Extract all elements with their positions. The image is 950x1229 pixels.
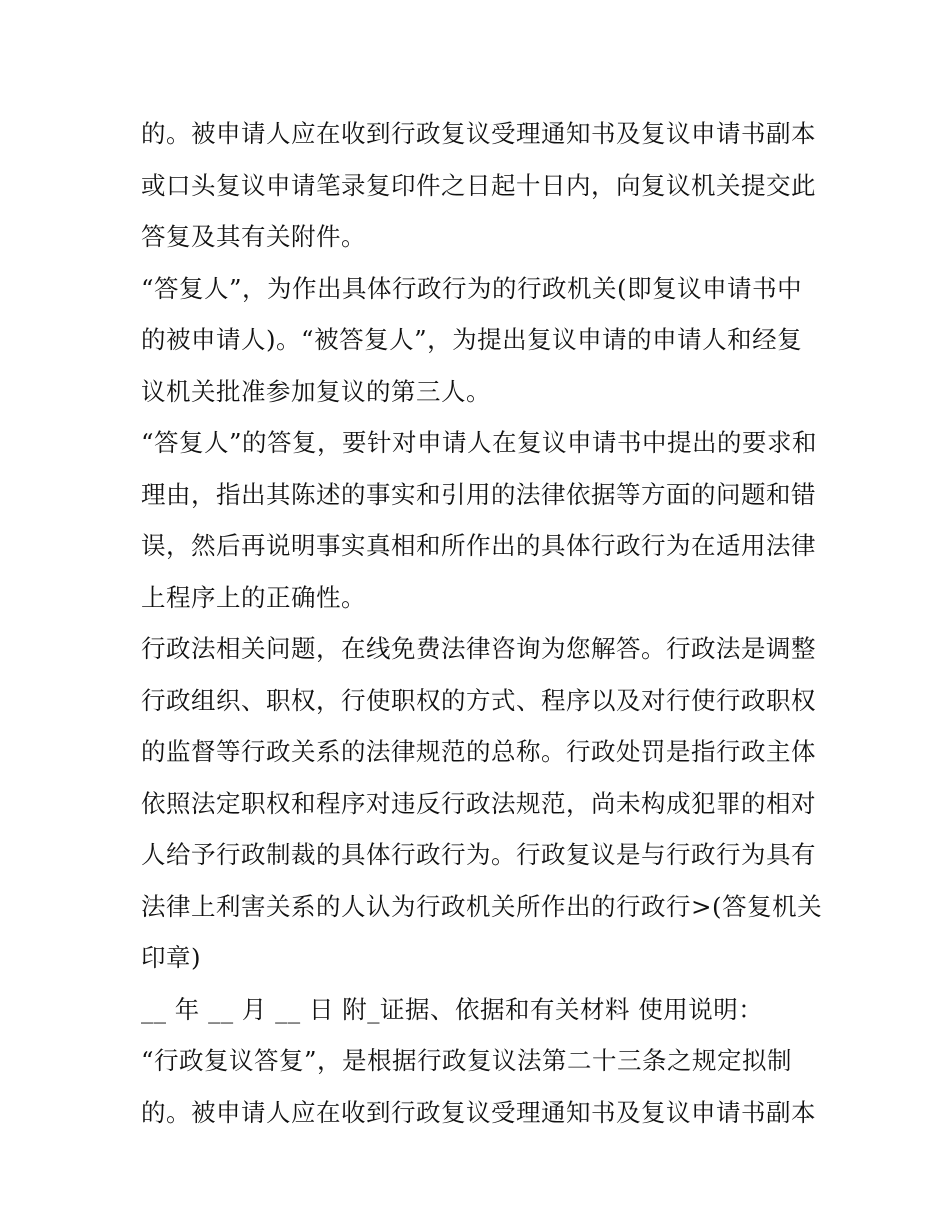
text-line: 的被申请人)。“被答复人”，为提出复议申请的申请人和经复: [141, 325, 803, 354]
text-line: 行政法相关问题，在线免费法律咨询为您解答。行政法是调整: [141, 634, 816, 663]
text-line: 的监督等行政关系的法律规范的总称。行政处罚是指行政主体: [141, 737, 816, 766]
text-line: 或口头复议申请笔录复印件之日起十日内，向复议机关提交此: [141, 170, 816, 200]
text-line: “答复人”，为作出具体行政行为的行政机关(即复议申请书中: [141, 273, 803, 303]
text-line: 答复及其有关附件。: [141, 222, 366, 251]
document-body: [141, 108, 831, 1138]
text-line: __ 年 __ 月 __ 日 附_证据、依据和有关材料 使用说明：: [141, 994, 764, 1024]
text-line: “行政复议答复”，是根据行政复议法第二十三条之规定拟制: [141, 1046, 793, 1075]
text-line: 依照法定职权和程序对违反行政法规范，尚未构成犯罪的相对: [141, 788, 816, 818]
text-line: 法律上利害关系的人认为行政机关所作出的行政行>(答复机关: [141, 891, 823, 921]
text-line: 误，然后再说明事实真相和所作出的具体行政行为在适用法律: [141, 531, 816, 560]
text-line: “答复人”的答复，要针对申请人在复议申请书中提出的要求和: [141, 428, 818, 457]
text-line: 人给予行政制裁的具体行政行为。行政复议是与行政行为具有: [141, 840, 816, 869]
text-line: 行政组织、职权，行使职权的方式、程序以及对行使行政职权: [141, 685, 816, 715]
text-line: 印章): [141, 943, 202, 972]
text-line: 的。被申请人应在收到行政复议受理通知书及复议申请书副本: [141, 1097, 816, 1127]
text-line: 议机关批准参加复议的第三人。: [141, 376, 491, 406]
text-line: 理由，指出其陈述的事实和引用的法律依据等方面的问题和错: [141, 479, 816, 509]
text-line: 上程序上的正确性。: [141, 582, 366, 612]
text-line: 的。被申请人应在收到行政复议受理通知书及复议申请书副本: [141, 119, 816, 148]
